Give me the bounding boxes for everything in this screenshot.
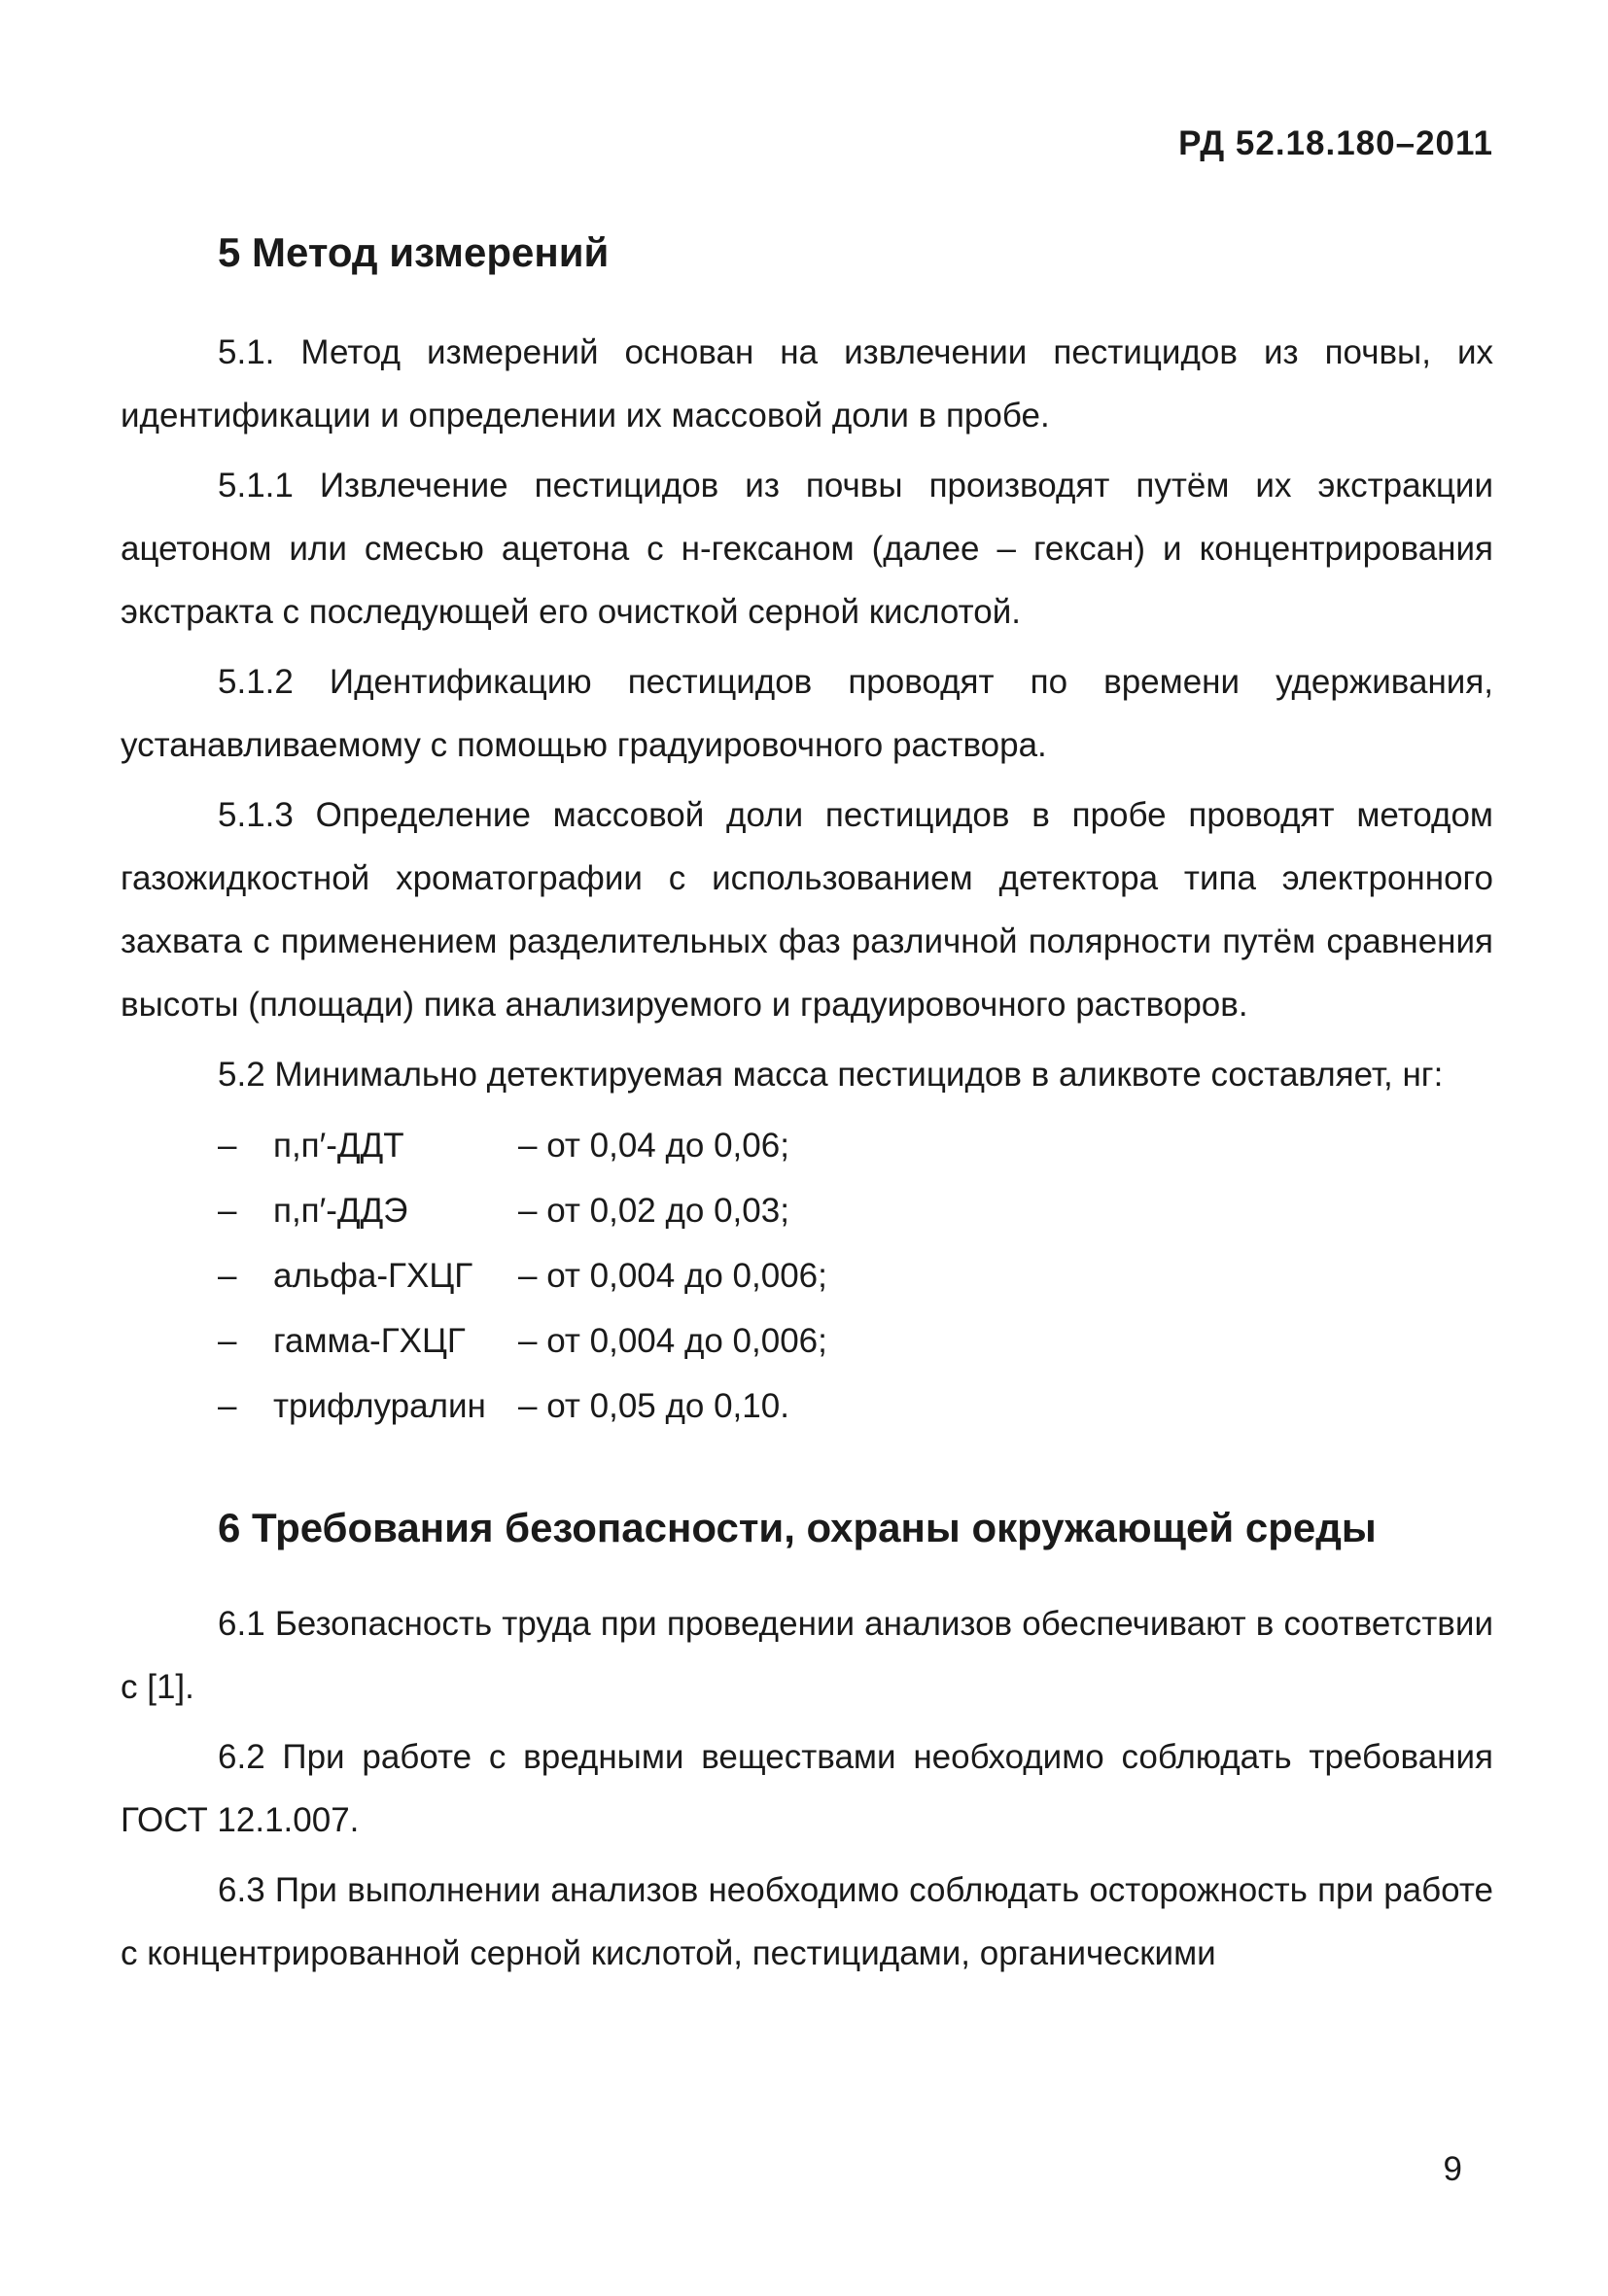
substance-name: трифлуралин <box>273 1387 486 1425</box>
section-5-heading: 5 Метод измерений <box>218 229 610 275</box>
paragraph-5-1: 5.1. Метод измерений основан на извлечении пестицидов из почвы, их идентификации и определении их массовой доли в пробе. <box>121 333 1493 435</box>
list-item <box>218 1178 1493 1243</box>
list-item <box>218 1374 1493 1439</box>
mass-range: – от 0,02 до 0,03; <box>518 1192 789 1230</box>
paragraph-6-3: 6.3 При выполнении анализов необходимо соблюдать осторожность при работе с концентрированной серной кислотой, пестицидами, органическими <box>121 1871 1493 1972</box>
paragraph-5-1-2: 5.1.2 Идентификацию пестицидов проводят по времени удерживания, устанавливаемому с помощью градуировочного раствора. <box>121 663 1493 764</box>
list-dash: – <box>218 1127 237 1165</box>
substance-name: п,п′-ДДЭ <box>273 1192 408 1230</box>
list-dash: – <box>218 1192 237 1230</box>
paragraph-6-1: 6.1 Безопасность труда при проведении анализов обеспечивают в соответствии с [1]. <box>121 1605 1493 1706</box>
list-item <box>218 1113 1493 1178</box>
list-dash: – <box>218 1322 237 1360</box>
mass-range: – от 0,04 до 0,06; <box>518 1127 789 1165</box>
paragraph-5-1-1: 5.1.1 Извлечение пестицидов из почвы производят путём их экстракции ацетоном или смесью ацетона с н-гексаном (далее – гексан) и концентрирования экстракта с последующей его очисткой серной кислотой. <box>121 467 1493 631</box>
page-content <box>121 226 1493 1992</box>
list-item <box>218 1243 1493 1308</box>
mass-range: – от 0,004 до 0,006; <box>518 1322 827 1360</box>
detection-mass-list <box>218 1113 1493 1439</box>
paragraph-5-2: 5.2 Минимально детектируемая масса пестицидов в аликвоте составляет, нг: <box>218 1056 1444 1094</box>
page-number: 9 <box>1443 2150 1462 2188</box>
mass-range: – от 0,05 до 0,10. <box>518 1387 789 1425</box>
substance-name: п,п′-ДДТ <box>273 1127 404 1165</box>
substance-name: гамма-ГХЦГ <box>273 1322 466 1360</box>
list-item <box>218 1308 1493 1374</box>
substance-name: альфа-ГХЦГ <box>273 1257 473 1295</box>
mass-range: – от 0,004 до 0,006; <box>518 1257 827 1295</box>
list-dash: – <box>218 1257 237 1295</box>
paragraph-6-2: 6.2 При работе с вредными веществами необходимо соблюдать требования ГОСТ 12.1.007. <box>121 1738 1493 1839</box>
paragraph-5-1-3: 5.1.3 Определение массовой доли пестицидов в пробе проводят методом газожидкостной хроматографии с использованием детектора типа электронного захвата с применением разделительных фаз различной полярности путём сравнения высоты (площади) пика анализируемого и градуировочного растворов. <box>121 796 1493 1024</box>
document-code: РД 52.18.180–2011 <box>1178 124 1493 162</box>
list-dash: – <box>218 1387 237 1425</box>
section-6-heading: 6 Требования безопасности, охраны окружающей среды <box>218 1505 1377 1550</box>
